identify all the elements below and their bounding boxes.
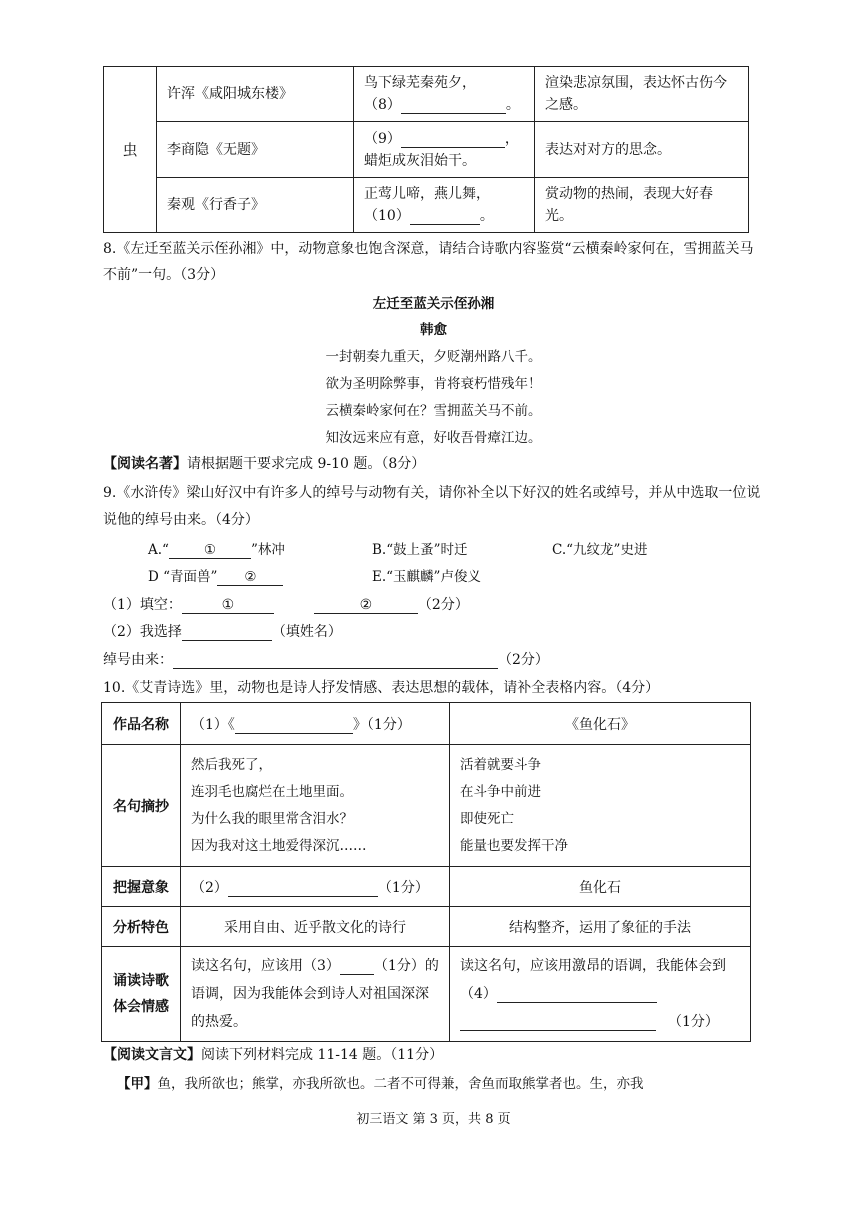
answer-blank-10-2[interactable] — [228, 881, 378, 897]
feature-right-cell: 结构整齐，运用了象征的手法 — [450, 907, 751, 947]
fill-blank-2[interactable]: ② — [314, 598, 418, 614]
header-feel: 诵读诗歌体会情感 — [102, 947, 181, 1042]
verse-cell: 正莺儿啼，燕儿舞， （10） 。 — [354, 178, 535, 233]
answer-blank-10-3[interactable] — [340, 959, 374, 975]
quote-right-cell: 活着就要斗争 在斗争中前进 即使死亡 能量也要发挥干净 — [450, 745, 751, 867]
poem-author: 韩愈 — [420, 322, 447, 338]
answer-blank-9[interactable] — [401, 132, 505, 148]
passage-jia: 【甲】鱼，我所欲也；熊掌，亦我所欲也。二者不可得兼，舍鱼而取熊掌者也。生，亦我 — [117, 1076, 644, 1092]
header-quote: 名句摘抄 — [102, 745, 181, 867]
option-c: C.“九纹龙”史进 — [552, 542, 648, 558]
section-heading-classical: 【阅读文言文】阅读下列材料完成 11-14 题。（11分） — [103, 1047, 444, 1063]
effect-cell: 赏动物的热闹，表现大好春光。 — [535, 178, 749, 233]
header-work: 作品名称 — [102, 703, 181, 745]
page-footer: 初三语文 第 3 页，共 8 页 — [356, 1112, 511, 1127]
effect-cell: 渲染悲凉氛围，表达怀古伤今之感。 — [535, 67, 749, 122]
image-right-cell: 鱼化石 — [450, 867, 751, 907]
header-image: 把握意象 — [102, 867, 181, 907]
effect-cell: 表达对对方的思念。 — [535, 122, 749, 178]
quote-left-cell: 然后我死了， 连羽毛也腐烂在土地里面。 为什么我的眼里常含泪水？ 因为我对这土地爱得深沉…… — [181, 745, 450, 867]
question-9: 9.《水浒传》梁山好汉中有许多人的绰号与动物有关，请你补全以下好汉的姓名或绰号，并从中选取一位说说他的绰号由来。（4分） — [103, 485, 761, 528]
choose-line: （2）我选择 （填姓名） — [103, 624, 342, 640]
poem-table — [103, 66, 749, 233]
verse-cell: 鸟下绿芜秦苑夕， （8） 。 — [354, 67, 535, 122]
feature-left-cell: 采用自由、近乎散文化的诗行 — [181, 907, 450, 947]
answer-blank-10-1[interactable] — [235, 718, 353, 734]
image-left-cell: （2） （1分） — [181, 867, 450, 907]
work-left-cell: （1）《 》（1分） — [181, 703, 450, 745]
poet-work-cell: 秦观《行香子》 — [157, 178, 354, 233]
option-d: D “青面兽” ② — [148, 564, 283, 591]
question-10: 10.《艾青诗选》里，动物也是诗人抒发情感、表达思想的载体，请补全表格内容。（4分） — [103, 680, 660, 696]
poet-work-cell: 李商隐《无题》 — [157, 122, 354, 178]
origin-blank[interactable] — [173, 653, 498, 669]
poem-line: 欲为圣明除弊事，肯将衰朽惜残年！ — [325, 376, 542, 392]
answer-blank-9-2[interactable]: ② — [217, 570, 283, 586]
question-8: 8.《左迁至蓝关示侄孙湘》中，动物意象也饱含深意，请结合诗歌内容鉴赏“云横秦岭家何在，雪拥蓝关马不前”一句。（3分） — [103, 241, 754, 283]
header-feature: 分析特色 — [102, 907, 181, 947]
poem-line: 知汝远来应有意，好收吾骨瘴江边。 — [325, 430, 542, 446]
work-right-cell: 《鱼化石》 — [450, 703, 751, 745]
answer-blank-10-4a[interactable] — [497, 987, 657, 1003]
poet-work-cell: 许浑《咸阳城东楼》 — [157, 67, 354, 122]
feel-left-cell: 读这名句，应该用（3） （1分）的语调，因为我能体会到诗人对祖国深深的热爱。 — [181, 947, 450, 1042]
poem-line: 云横秦岭家何在？雪拥蓝关马不前。 — [325, 403, 542, 419]
answer-blank-9-1[interactable]: ① — [169, 543, 251, 559]
verse-cell: （9） ， 蜡炬成灰泪始干。 — [354, 122, 535, 178]
origin-line: 绰号由来： （2分） — [103, 652, 549, 668]
answer-blank-8[interactable] — [401, 98, 506, 114]
answer-blank-10-4b[interactable] — [460, 1015, 656, 1031]
poem-title: 左迁至蓝关示侄孙湘 — [372, 296, 495, 312]
q10-table — [101, 702, 751, 1042]
option-b: B.“鼓上蚤”时迁 — [372, 542, 468, 558]
section-heading-famous: 【阅读名著】请根据题干要求完成 9-10 题。（8分） — [103, 456, 426, 472]
option-a: A.“ ① ”林冲 — [148, 542, 285, 558]
answer-blank-10[interactable] — [410, 209, 480, 225]
fill-in-line: （1）填空： ① ② （2分） — [103, 597, 469, 613]
option-e: E.“玉麒麟”卢俊义 — [372, 569, 481, 585]
choose-blank[interactable] — [182, 625, 272, 641]
category-cell: 虫 — [104, 67, 157, 233]
fill-blank-1[interactable]: ① — [182, 598, 274, 614]
feel-right-cell: 读这名句，应该用激昂的语调，我能体会到（4） （1分） — [450, 947, 751, 1042]
poem-line: 一封朝奏九重天，夕贬潮州路八千。 — [325, 349, 542, 365]
